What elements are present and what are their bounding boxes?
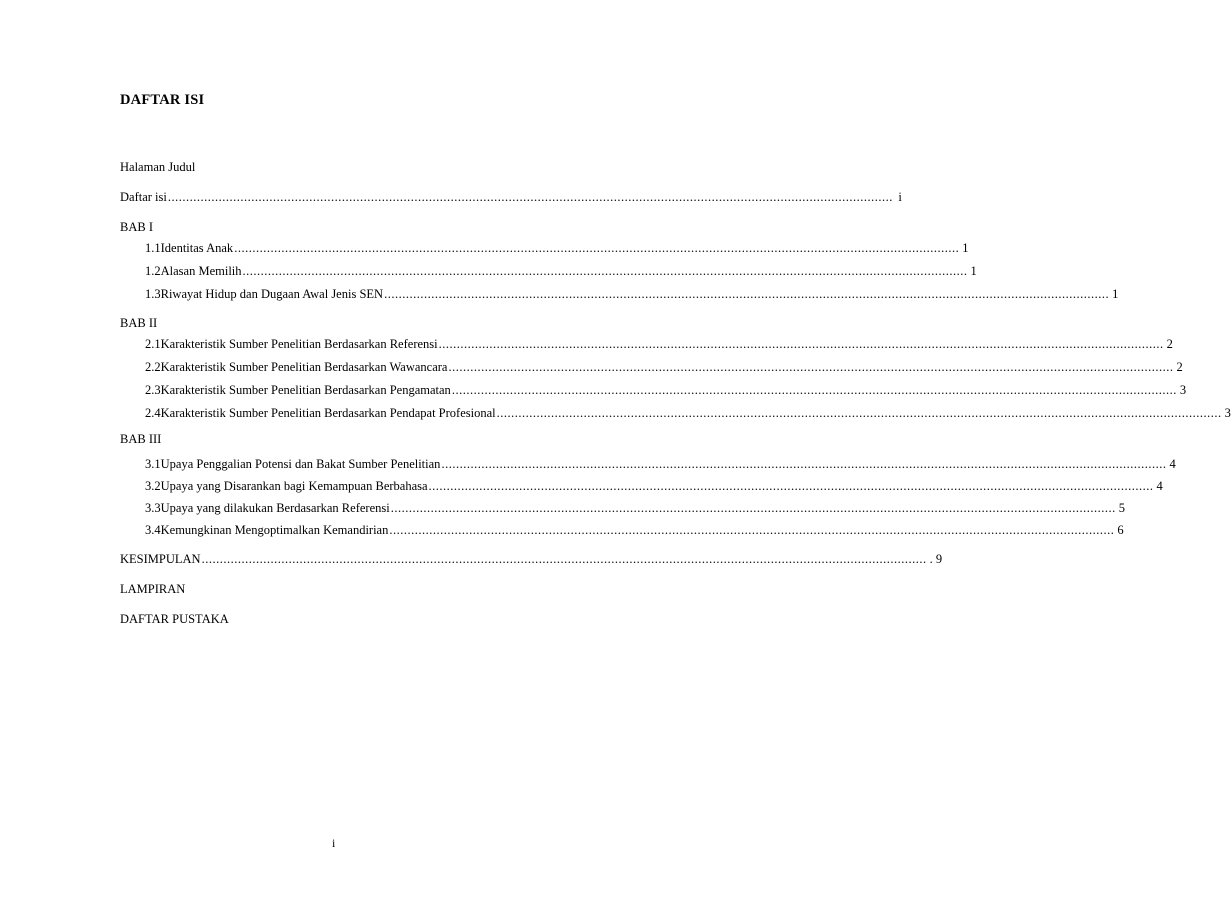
toc-entry-page: 5 <box>1118 501 1125 515</box>
toc-leader-dots: ........................................................................................................................................................................................................ <box>448 360 1174 374</box>
toc-entry-3-3 <box>145 499 1125 517</box>
toc-entry-label: Upaya yang Disarankan bagi Kemampuan Berbahasa <box>160 479 428 493</box>
toc-entry-page: 4 <box>1156 479 1163 493</box>
toc-leader-dots: ........................................................................................................................................................................................................ <box>438 337 1164 351</box>
toc-entry-number: 1.2 <box>145 264 161 278</box>
toc-entry-number: 2.1 <box>145 337 161 351</box>
toc-entry-2-1 <box>145 335 1173 353</box>
toc-leader-dots: ........................................................................................................................................................................................................ <box>242 264 968 278</box>
page-title: DAFTAR ISI <box>120 92 205 108</box>
toc-entry-label: Karakteristik Sumber Penelitian Berdasarkan Pendapat Profesional <box>160 406 496 420</box>
toc-lampiran: LAMPIRAN <box>120 582 186 596</box>
toc-entry-number: 1.3 <box>145 287 161 301</box>
toc-leader-dots: ........................................................................................................................................................................................................ <box>390 501 1116 515</box>
toc-entry-page: 3 <box>1224 406 1231 420</box>
toc-entry-kesimpulan <box>120 550 943 568</box>
toc-entry-page: 2 <box>1176 360 1183 374</box>
toc-entry-3-4 <box>145 521 1124 539</box>
toc-entry-page: 3 <box>1179 383 1187 397</box>
toc-leader-dots: ........................................................................................................................................................................................................ <box>389 523 1115 537</box>
toc-entry-number: 2.2 <box>145 360 161 374</box>
toc-leader-dots: ........................................................................................................................................................................................................ <box>384 287 1110 301</box>
toc-entry-number: 2.3 <box>145 383 161 397</box>
toc-entry-number: 1.1 <box>145 241 161 255</box>
toc-halaman-judul: Halaman Judul <box>120 160 196 174</box>
toc-leader-dots: ........................................................................................................................................................................................................ <box>428 479 1154 493</box>
toc-leader-dots: ........................................................................................................................................................................................................ <box>451 383 1177 397</box>
toc-entry-page: 6 <box>1117 523 1124 537</box>
toc-entry-1-3 <box>145 285 1119 303</box>
toc-entry-page: . 9 <box>929 552 943 566</box>
toc-entry-number: 2.4 <box>145 406 161 420</box>
toc-entry-page: 1 <box>1112 287 1119 301</box>
toc-leader-dots: ........................................................................................................................................................................................................ <box>167 190 893 204</box>
page-number: i <box>332 836 336 850</box>
toc-entry-2-3 <box>145 381 1187 399</box>
toc-leader-dots: ........................................................................................................................................................................................................ <box>496 406 1222 420</box>
toc-leader-dots: ........................................................................................................................................................................................................ <box>201 552 927 566</box>
toc-entry-number: 3.3 <box>145 501 161 515</box>
toc-entry-label: Alasan Memilih <box>160 264 242 278</box>
toc-entry-label: Riwayat Hidup dan Dugaan Awal Jenis SEN <box>160 287 384 301</box>
toc-entry-1-1 <box>145 239 969 257</box>
toc-entry-page: i <box>898 190 902 204</box>
toc-entry-1-2 <box>145 262 977 280</box>
toc-entry-number: 3.4 <box>145 523 161 537</box>
toc-entry-label: Karakteristik Sumber Penelitian Berdasarkan Wawancara <box>160 360 448 374</box>
toc-entry-3-1 <box>145 455 1176 473</box>
toc-entry-label: KESIMPULAN <box>120 552 201 566</box>
toc-leader-dots: ........................................................................................................................................................................................................ <box>441 457 1167 471</box>
toc-daftar-pustaka: DAFTAR PUSTAKA <box>120 612 229 626</box>
toc-entry-label: Identitas Anak <box>160 241 234 255</box>
toc-entry-daftar-isi <box>120 188 902 206</box>
toc-entry-label: Upaya yang dilakukan Berdasarkan Referensi <box>160 501 390 515</box>
toc-entry-2-2 <box>145 358 1183 376</box>
toc-chapter-heading-bab2: BAB II <box>120 316 158 330</box>
toc-entry-page: 1 <box>970 264 977 278</box>
toc-entry-number: 3.2 <box>145 479 161 493</box>
toc-entry-2-4 <box>145 404 1231 422</box>
toc-entry-page: 4 <box>1169 457 1176 471</box>
toc-entry-number: 3.1 <box>145 457 161 471</box>
toc-entry-label: Daftar isi <box>120 190 167 204</box>
toc-leader-dots: ........................................................................................................................................................................................................ <box>234 241 960 255</box>
toc-entry-label: Upaya Penggalian Potensi dan Bakat Sumber Penelitian <box>160 457 441 471</box>
toc-entry-label: Karakteristik Sumber Penelitian Berdasarkan Pengamatan <box>160 383 451 397</box>
toc-entry-page: 1 <box>962 241 969 255</box>
toc-chapter-heading-bab3: BAB III <box>120 432 162 446</box>
toc-entry-label: Karakteristik Sumber Penelitian Berdasarkan Referensi <box>160 337 438 351</box>
toc-entry-page: 2 <box>1166 337 1173 351</box>
toc-entry-3-2 <box>145 477 1163 495</box>
toc-entry-label: Kemungkinan Mengoptimalkan Kemandirian <box>160 523 389 537</box>
toc-chapter-heading-bab1: BAB I <box>120 220 153 234</box>
